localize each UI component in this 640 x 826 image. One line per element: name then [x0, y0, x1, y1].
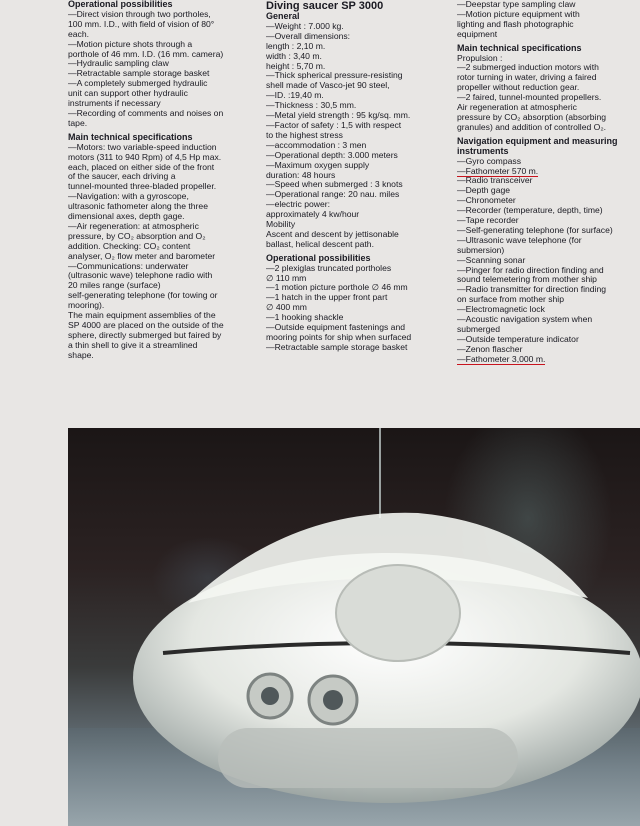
text-line: —Ultrasonic wave telephone (for [457, 234, 582, 245]
text-line: pressure, by CO₂ absorption and O₂ [68, 230, 206, 241]
text-line: —Operational range: 20 nau. miles [266, 189, 400, 200]
text-line: sphere, directly submerged but faired by [68, 329, 222, 340]
specs-list [68, 143, 258, 361]
text-line: submerged [457, 324, 500, 334]
text-line: approximately 4 kw/hour [266, 209, 360, 220]
text-line: —Hydraulic sampling claw [68, 58, 169, 69]
text-line: tape. [68, 117, 88, 128]
ops-list [266, 264, 452, 353]
text-line: 20 miles range (surface) [68, 280, 161, 291]
text-line: —Tape recorder [457, 215, 519, 226]
section-heading-operational: Operational possibilities [68, 0, 173, 9]
text-line: —Recorder (temperature, depth, time) [457, 205, 603, 216]
text-line: SP 4000 are placed on the outside of the [68, 320, 224, 330]
text-line: each, placed on either side of the front [68, 161, 215, 172]
text-line: —Depth gage [457, 185, 511, 196]
text-line: —Thick spherical pressure-resisting [266, 70, 403, 81]
text-line: —Factor of safety : 1,5 with respect [266, 119, 402, 130]
text-line: ∅ 110 mm [266, 272, 307, 283]
general-list [266, 22, 452, 250]
text-line: —Outside equipment fastenings and [266, 322, 406, 333]
text-line: —Retractable sample storage basket [68, 68, 210, 79]
text-line: pressure by CO₂ absorption (absorbing [457, 111, 607, 122]
column-left [68, 0, 258, 361]
document-title: Diving saucer SP 3000 [266, 0, 384, 12]
text-line: porthole of 46 mm. I.D. (16 mm. camera) [68, 48, 224, 59]
text-line: height : 5,70 m. [266, 60, 326, 71]
text-line: —Operational depth: 3.000 meters [266, 149, 398, 160]
text-line: to the highest stress [266, 129, 343, 140]
text-line: —2 faired, tunnel-mounted propellers. [457, 92, 602, 103]
text-line: —Recording of comments and noises on [68, 107, 224, 118]
top-list [457, 0, 640, 40]
text-line: submersion) [457, 244, 505, 255]
text-line: Ascent and descent by jettisonable [266, 228, 399, 239]
porthole-left-lens [261, 687, 279, 705]
text-line: —Motion picture shots through a [68, 38, 193, 49]
text-line: —Speed when submerged : 3 knots [266, 179, 403, 190]
navigation-list [457, 157, 640, 365]
operational-list [68, 10, 258, 129]
text-line: —Zenon flascher [457, 343, 523, 354]
text-line-underlined [457, 355, 640, 365]
text-line: length : 2,10 m. [266, 40, 326, 51]
text-line: —Navigation: with a gyroscope, [68, 191, 189, 202]
section-heading-ops: Operational possibilities [266, 252, 371, 263]
text-line: ∅ 400 mm [266, 302, 307, 313]
text-line: —1 motion picture porthole ∅ 46 mm [266, 282, 408, 293]
text-line: rotor turning in water, driving a faired [457, 72, 597, 83]
text-line: shell made of Vasco-jet 90 steel, [266, 80, 390, 91]
column-middle [266, 0, 452, 353]
text-line: tunnel-mounted three-bladed propeller. [68, 181, 217, 192]
text-line: —Acoustic navigation system when [457, 314, 593, 325]
text-line: each. [68, 28, 90, 39]
underlined-fathometer-570: —Fathometer 570 m. [457, 165, 539, 176]
text-line: addition. Checking: CO₂ content [68, 240, 191, 251]
text-line: dimensional axes, depth gage. [68, 211, 185, 222]
text-line: —Weight : 7.000 kg. [266, 20, 344, 31]
text-line: —Motion picture equipment with [457, 8, 580, 19]
text-line: —Retractable sample storage basket [266, 341, 408, 352]
column-right [457, 0, 640, 365]
text-line: —Radio transmitter for direction finding [457, 284, 607, 295]
text-line: —Air regeneration: at atmospheric [68, 220, 199, 231]
text-line: —Chronometer [457, 195, 516, 206]
text-line: 100 mm. I.D., with field of vision of 80° [68, 18, 215, 29]
text-line: —2 submerged induction motors with [457, 62, 599, 73]
text-line: —1 hatch in the upper front part [266, 292, 388, 303]
text-line: a thin shell to give it a streamlined [68, 339, 198, 350]
text-line: —Metal yield strength : 95 kg/sq. mm. [266, 110, 411, 121]
text-line: motors (311 to 940 Rpm) of 4,5 Hp max. [68, 151, 222, 162]
text-line: —Thickness : 30,5 mm. [266, 100, 357, 111]
text-line: —Direct vision through two portholes, [68, 8, 211, 19]
text-line: The main equipment assemblies of the [68, 310, 216, 321]
saucer-dome [336, 565, 460, 661]
text-line: ultrasonic fathometer along the three [68, 201, 208, 212]
text-line: —Electromagnetic lock [457, 304, 545, 315]
text-line: —accommodation : 3 men [266, 139, 367, 150]
section-heading-navigation: Navigation equipment and measuring instruments [457, 135, 618, 156]
text-line: propeller without reduction gear. [457, 82, 580, 93]
text-line: —Gyro compass [457, 155, 521, 166]
section-heading-specs: Main technical specifications [68, 131, 193, 142]
text-line: —1 hooking shackle [266, 312, 344, 323]
text-line: equipment [457, 28, 498, 39]
section-heading-specs-right: Main technical specifications [457, 42, 582, 53]
text-line: —2 plexiglas truncated portholes [266, 262, 392, 273]
text-line: granules) and addition of controlled O₂. [457, 121, 607, 132]
text-line: unit can support other hydraulic [68, 88, 188, 99]
text-line: duration: 48 hours [266, 169, 336, 180]
text-line: —Communications: underwater [68, 260, 189, 271]
text-line: ballast, helical descent path. [266, 238, 374, 249]
text-line: —Overall dimensions: [266, 30, 351, 41]
porthole-right-lens [323, 690, 343, 710]
underlined-fathometer-3000: —Fathometer 3,000 m. [457, 353, 546, 364]
text-line: —Scanning sonar [457, 254, 526, 265]
text-line: —Deepstar type sampling claw [457, 0, 576, 9]
text-line: —electric power: [266, 199, 330, 210]
diving-saucer-illustration [68, 428, 640, 826]
propulsion-list [457, 54, 640, 133]
text-line: Mobility [266, 219, 296, 230]
text-line: —ID. :19,40 m. [266, 90, 324, 101]
text-line: Propulsion : [457, 52, 503, 63]
text-line: analyser, O₂ flow meter and barometer [68, 250, 216, 261]
text-line: instruments if necessary [68, 98, 161, 109]
text-line: —Outside temperature indicator [457, 333, 579, 344]
section-heading-general: General [266, 11, 300, 21]
text-line: sound telemetering from mother ship [457, 274, 597, 285]
text-line: mooring points for ship when surfaced [266, 332, 412, 342]
text-line: —Maximum oxygen supply [266, 159, 370, 170]
saucer-underside [218, 728, 518, 788]
text-line: lighting and flash photographic [457, 18, 574, 29]
text-line: —A completely submerged hydraulic [68, 78, 208, 89]
text-line: on surface from mother ship [457, 294, 564, 305]
text-line: Air regeneration at atmospheric [457, 102, 577, 113]
text-line: of the saucer, each driving a [68, 171, 176, 182]
text-line: mooring). [68, 300, 105, 311]
diving-saucer-photo [68, 428, 640, 826]
text-line: —Motors: two variable-speed induction [68, 141, 217, 152]
text-line: —Radio transceiver [457, 175, 533, 186]
text-line: width : 3,40 m. [266, 50, 322, 61]
text-line: (ultrasonic wave) telephone radio with [68, 270, 213, 281]
text-line: self-generating telephone (for towing or [68, 290, 218, 301]
text-line: —Self-generating telephone (for surface) [457, 224, 613, 235]
text-line: shape. [68, 349, 94, 360]
text-line: —Pinger for radio direction finding and [457, 264, 604, 275]
